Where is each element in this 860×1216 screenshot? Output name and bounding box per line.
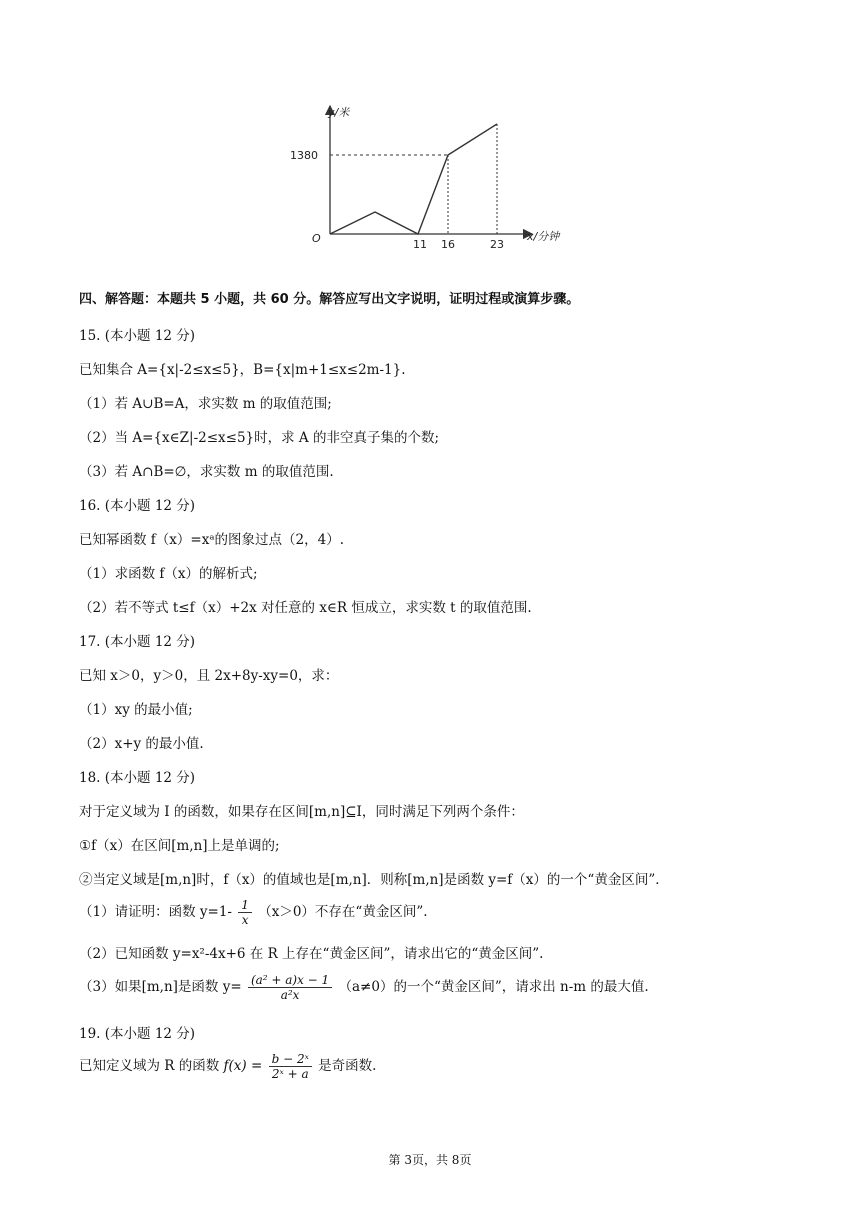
fraction-odd-function [269, 1052, 312, 1081]
frac-den: x [241, 913, 249, 927]
q15-part2: （2）当 A={x∈Z|-2≤x≤5}时，求 A 的非空真子集的个数; [79, 430, 440, 446]
page-footer: 第 3页，共 8页 [388, 1153, 472, 1167]
frac-num: (a² + a)x − 1 [248, 973, 332, 988]
q19-after: 是奇函数. [318, 1058, 377, 1074]
q19-func: f(x) = [223, 1058, 263, 1074]
frac-num: 1 [238, 898, 252, 913]
q18-part3 [79, 973, 649, 1002]
fraction-1-over-x [238, 898, 252, 927]
q17-part1: （1）xy 的最小值; [79, 702, 193, 718]
q19-stem [79, 1052, 376, 1081]
q16-part2: （2）若不等式 t≤f（x）+2x 对任意的 x∈R 恒成立，求实数 t 的取值范围. [79, 600, 532, 616]
q17-part2: （2）x+y 的最小值. [79, 736, 204, 752]
origin-label: O [312, 232, 321, 245]
section-heading: 四、解答题：本题共 5 小题，共 60 分。解答应写出文字说明，证明过程或演算步骤。 [79, 292, 580, 307]
q15-part3: （3）若 A∩B=∅，求实数 m 的取值范围. [79, 464, 334, 480]
q18-cond1: ①f（x）在区间[m,n]上是单调的; [79, 838, 280, 854]
path-line [330, 124, 497, 234]
x-tick-16: 16 [441, 238, 455, 251]
q18-stem: 对于定义域为 I 的函数，如果存在区间[m,n]⊆I，同时满足下列两个条件： [79, 804, 524, 820]
q18-cond2: ②当定义域是[m,n]时，f（x）的值域也是[m,n]．则称[m,n]是函数 y=f（x）的一个“黄金区间”． [79, 872, 669, 888]
q17-title: 17. (本小题 12 分) [79, 634, 196, 650]
q19-before: 已知定义域为 R 的函数 [79, 1058, 220, 1074]
q16-title: 16. (本小题 12 分) [79, 498, 196, 514]
q18-part1-after: （x＞0）不存在“黄金区间”. [258, 904, 428, 920]
q16-stem: 已知幂函数 f（x）=xᵃ的图象过点（2，4）. [79, 532, 345, 548]
y-axis-label: y/米 [328, 106, 350, 119]
frac-num: b − 2ˣ [269, 1052, 312, 1067]
frac-den: 2ˣ + a [271, 1067, 309, 1081]
frac-den: a²x [280, 988, 300, 1002]
graph-svg [290, 96, 580, 256]
q15-part1: （1）若 A∪B=A，求实数 m 的取值范围; [79, 396, 332, 412]
y-tick-1380: 1380 [290, 149, 318, 162]
q18-part1-before: （1）请证明：函数 y=1- [79, 904, 232, 920]
q18-part1 [79, 898, 428, 927]
q18-title: 18. (本小题 12 分) [79, 770, 196, 786]
x-axis-label: x/分钟 [527, 230, 560, 243]
x-tick-11: 11 [413, 238, 427, 251]
q19-title: 19. (本小题 12 分) [79, 1026, 196, 1042]
distance-time-graph [290, 96, 580, 256]
q18-part3-before: （3）如果[m,n]是函数 y= [79, 979, 242, 995]
q16-part1: （1）求函数 f（x）的解析式; [79, 566, 258, 582]
q17-stem: 已知 x＞0，y＞0，且 2x+8y-xy=0，求： [79, 668, 339, 684]
x-tick-23: 23 [490, 238, 504, 251]
q15-stem: 已知集合 A={x|-2≤x≤5}，B={x|m+1≤x≤2m-1}. [79, 362, 406, 378]
q18-part2: （2）已知函数 y=x²-4x+6 在 R 上存在“黄金区间”，请求出它的“黄金区间”. [79, 946, 544, 962]
q15-title: 15. (本小题 12 分) [79, 328, 196, 344]
fraction-function [248, 973, 332, 1002]
q18-part3-after: （a≠0）的一个“黄金区间”，请求出 n-m 的最大值. [338, 979, 649, 995]
